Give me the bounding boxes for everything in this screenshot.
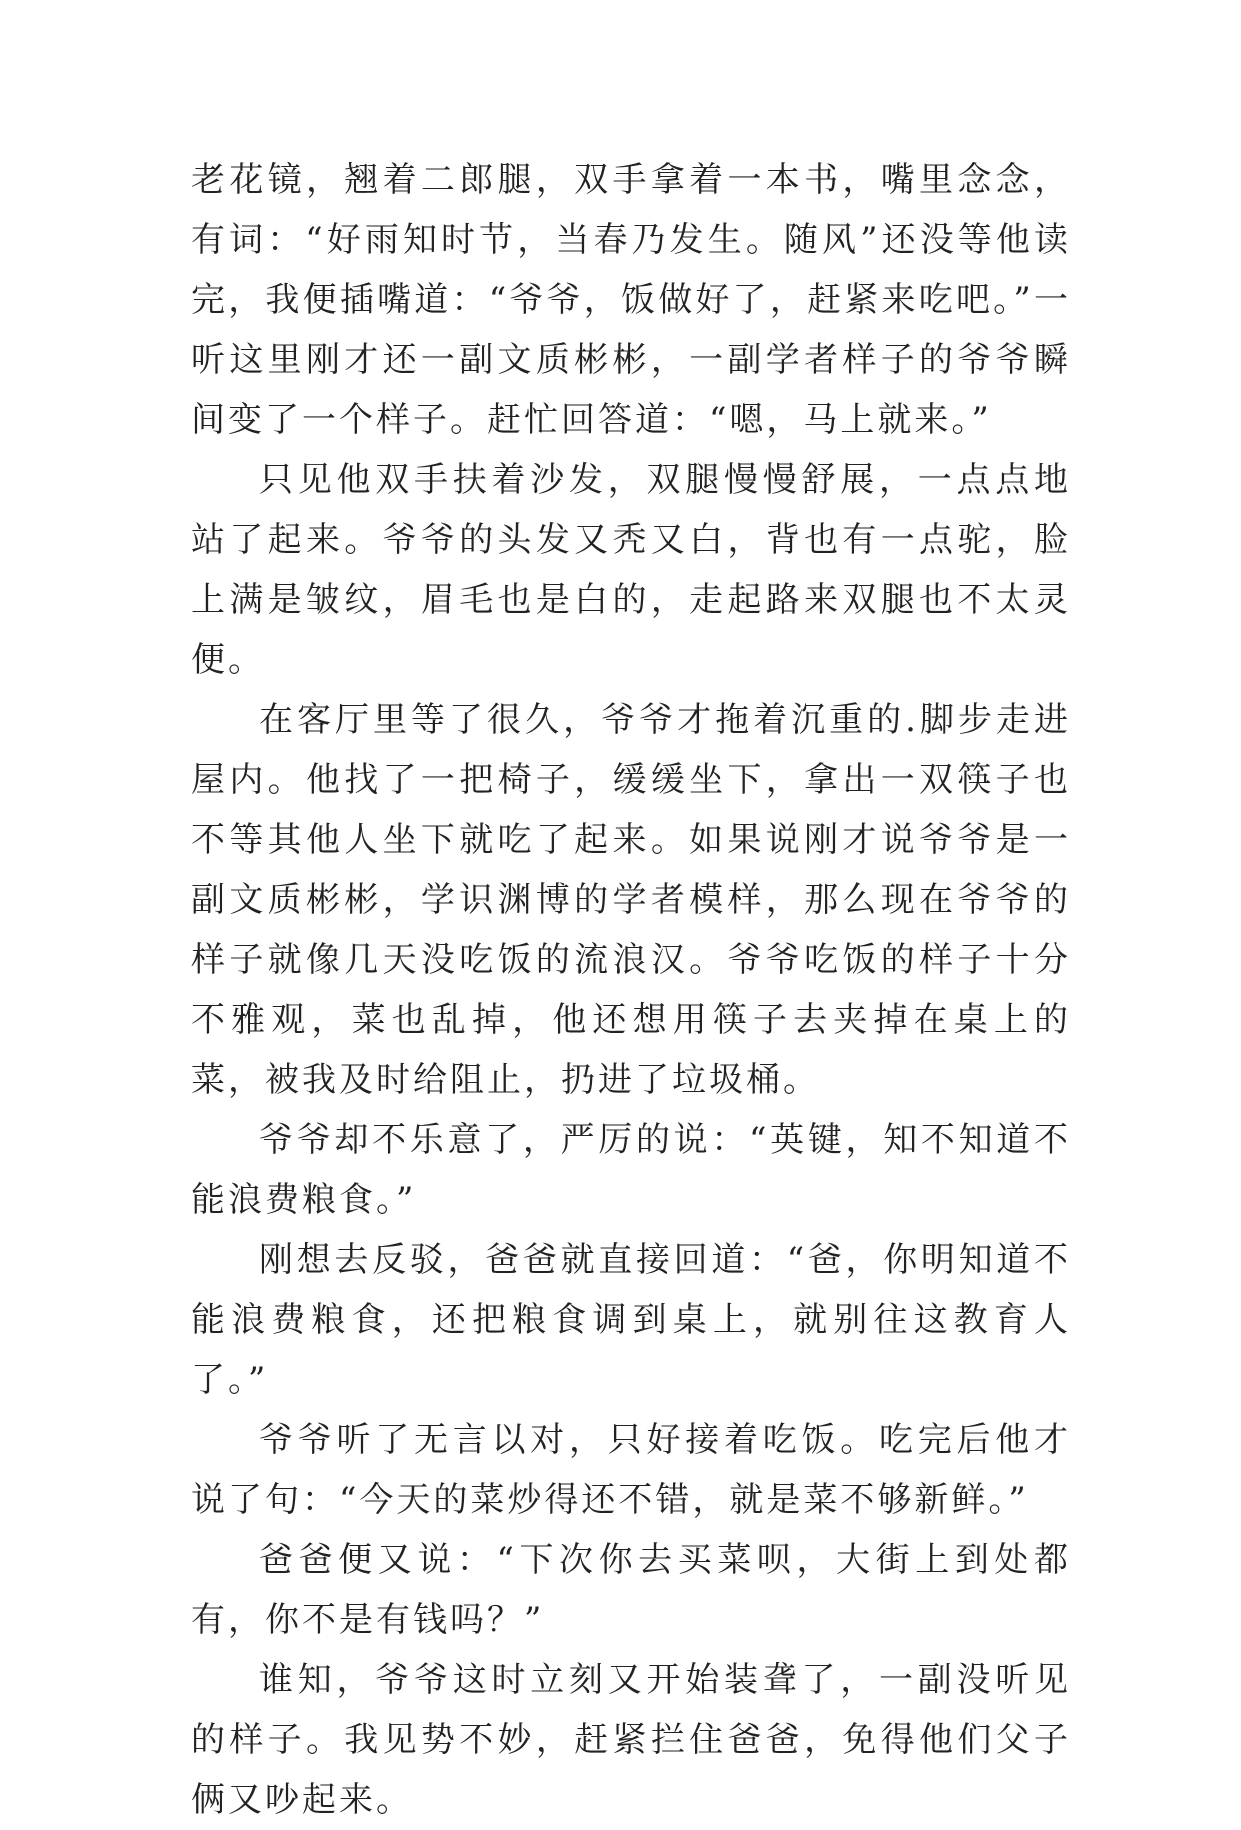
paragraph-8: 谁知，爷爷这时立刻又开始装聋了，一副没听见的样子。我见势不妙，赶紧拦住爸爸，免得他们父子俩又吵起来。 xyxy=(191,1660,1071,1820)
document-body xyxy=(191,150,1071,1830)
paragraph-3: 在客厅里等了很久，爷爷才拖着沉重的.脚步走进屋内。他找了一把椅子，缓缓坐下，拿出一双筷子也不等其他人坐下就吃了起来。如果说刚才说爷爷是一副文质彬彬，学识渊博的学者模样，那么现在爷爷的样子就像几天没吃饭的流浪汉。爷爷吃饭的样子十分不雅观，菜也乱掉，他还想用筷子去夹掉在桌上的菜，被我及时给阻止，扔进了垃圾桶。 xyxy=(191,700,1071,1100)
paragraph-6: 爷爷听了无言以对，只好接着吃饭。吃完后他才说了句：“今天的菜炒得还不错，就是菜不够新鲜。” xyxy=(191,1420,1071,1520)
paragraph-5: 刚想去反驳，爸爸就直接回道：“爸，你明知道不能浪费粮食，还把粮食调到桌上，就别往这教育人了。” xyxy=(191,1240,1071,1400)
paragraph-1: 老花镜，翘着二郎腿，双手拿着一本书，嘴里念念，有词：“好雨知时节，当春乃发生。随风”还没等他读完，我便插嘴道：“爷爷，饭做好了，赶紧来吃吧。”一听这里刚才还一副文质彬彬，一副学者样子的爷爷瞬间变了一个样子。赶忙回答道：“嗯，马上就来。” xyxy=(191,160,1071,440)
paragraph-4: 爷爷却不乐意了，严厉的说：“英键，知不知道不能浪费粮食。” xyxy=(191,1120,1071,1220)
paragraph-7: 爸爸便又说：“下次你去买菜呗，大街上到处都有，你不是有钱吗？” xyxy=(191,1540,1071,1640)
paragraph-2: 只见他双手扶着沙发，双腿慢慢舒展，一点点地站了起来。爷爷的头发又秃又白，背也有一点驼，脸上满是皱纹，眉毛也是白的，走起路来双腿也不太灵便。 xyxy=(191,460,1071,680)
